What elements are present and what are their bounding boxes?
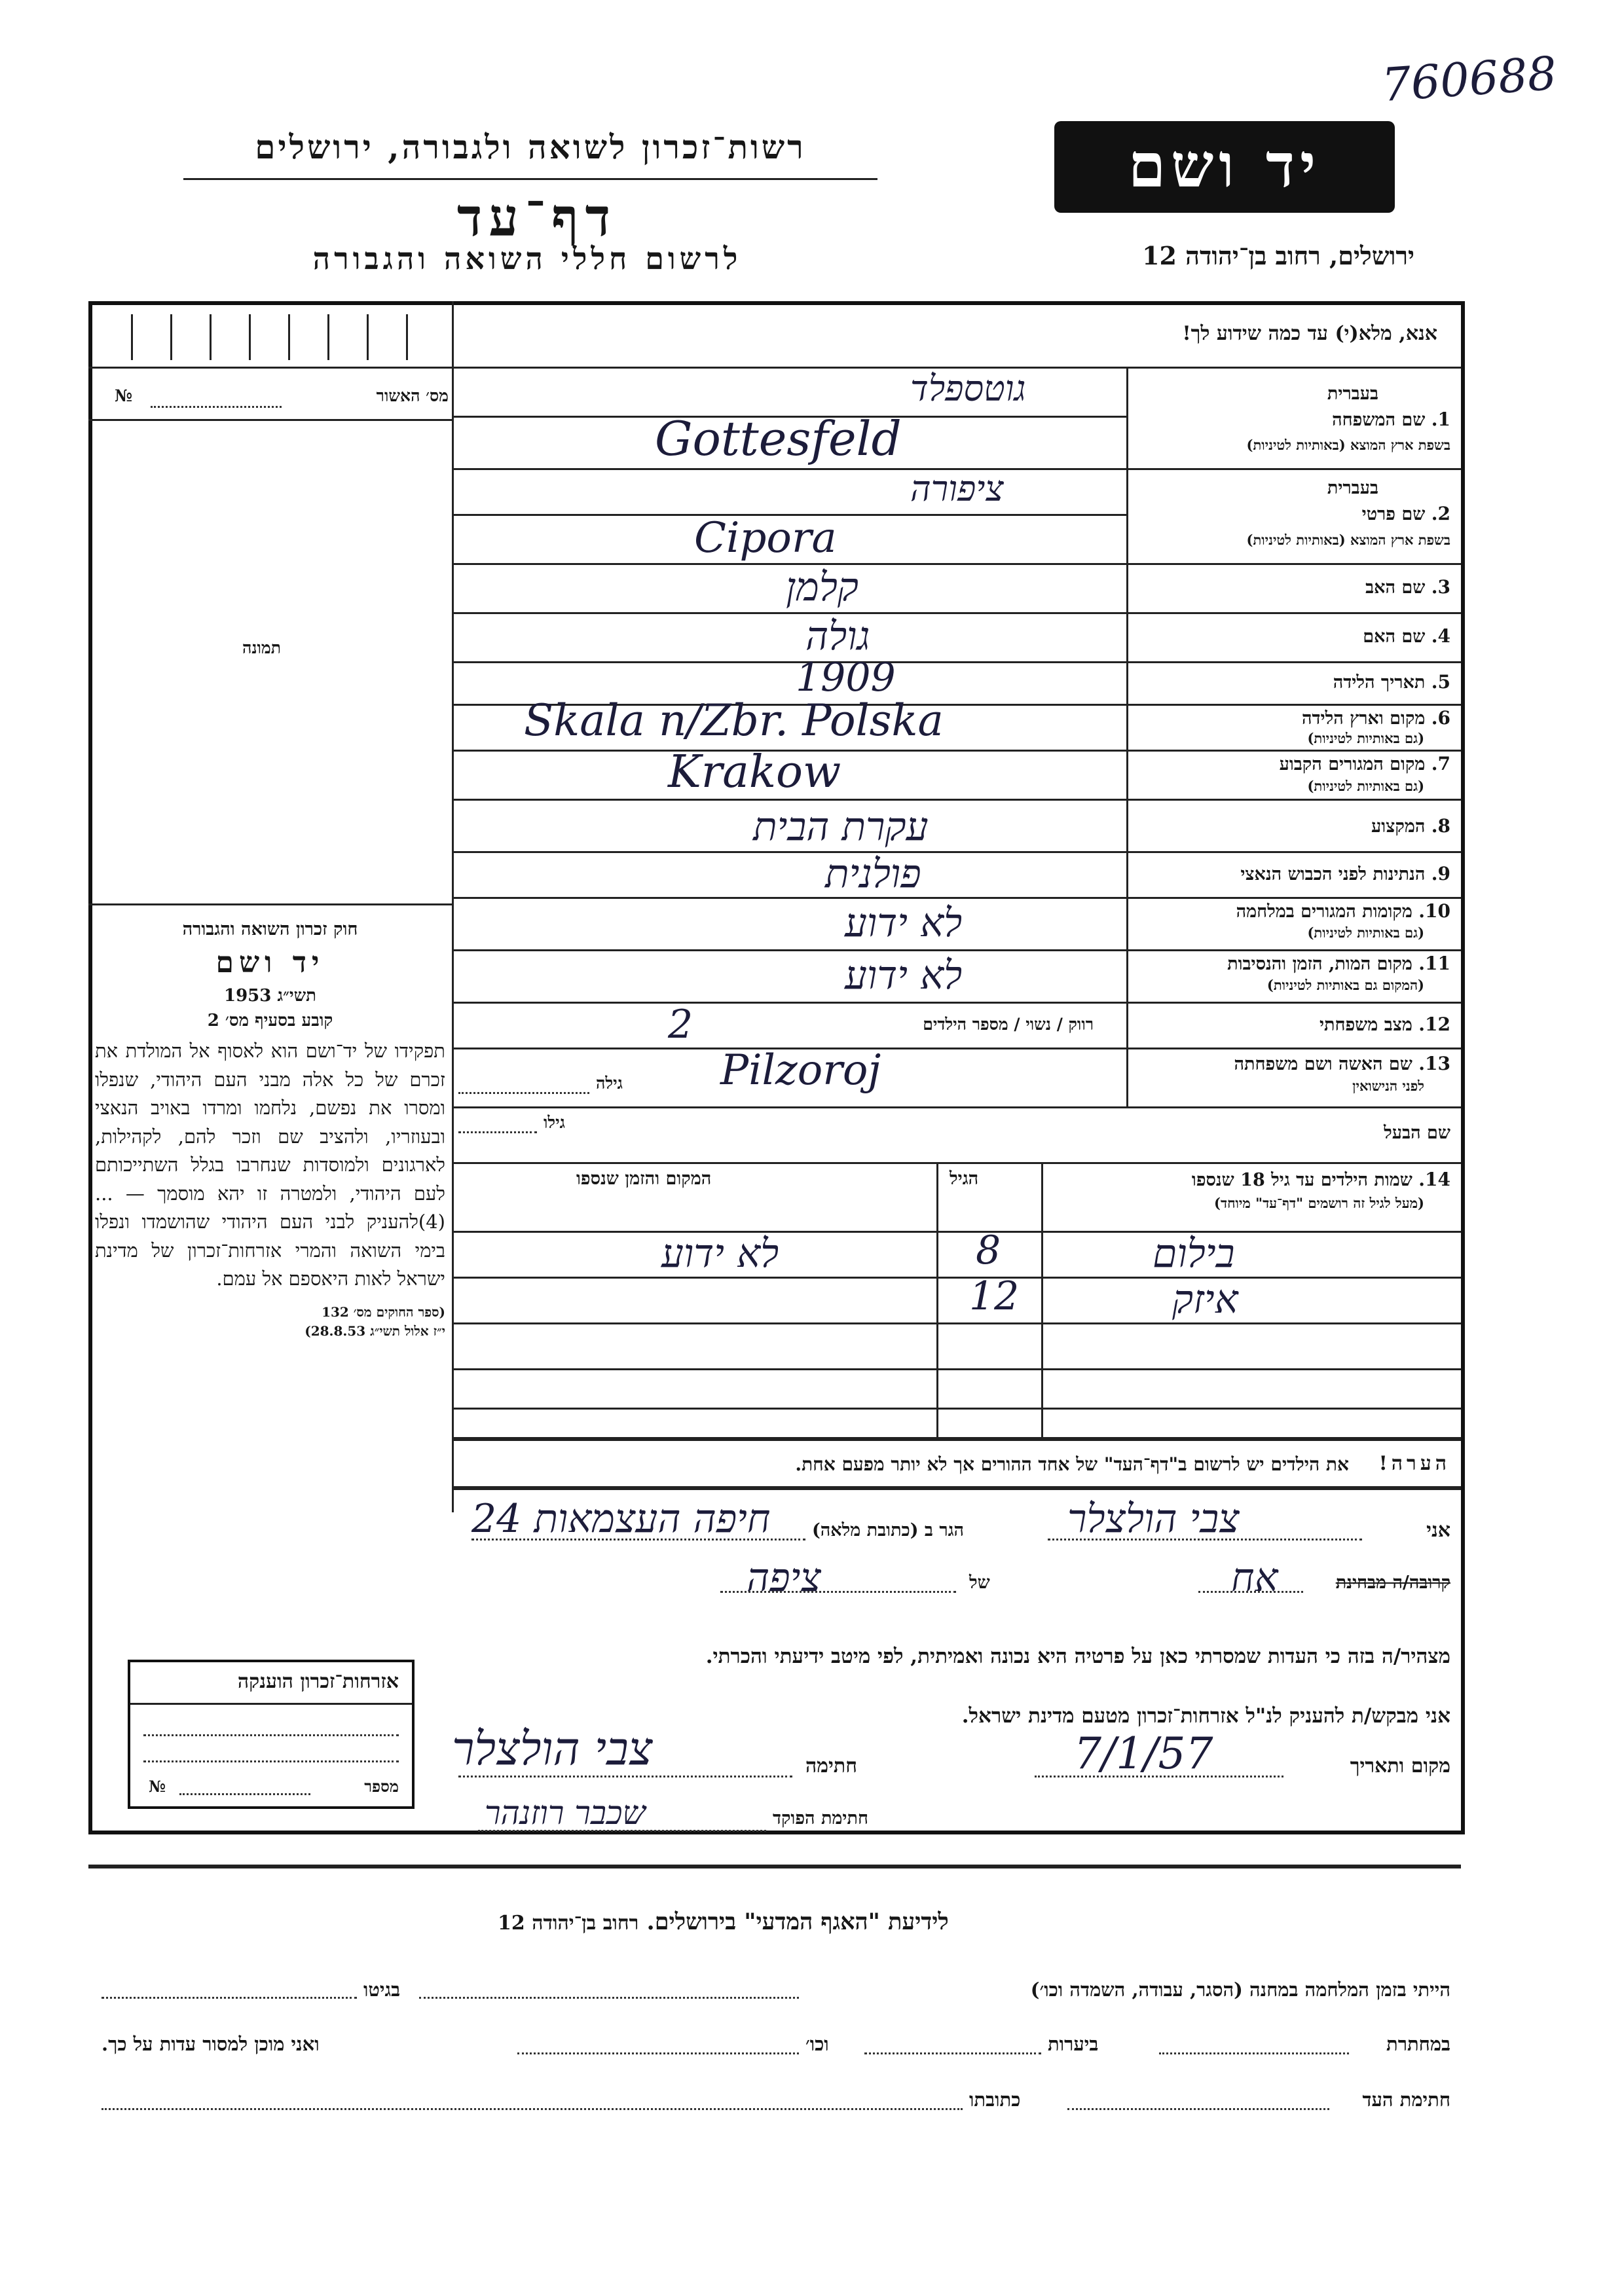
declarant-address[interactable]: חיפה העצמאות 24 <box>471 1496 771 1542</box>
footer-line2-c: וכו׳ <box>805 2033 829 2055</box>
decl-residing-label: הגר ב (כתובת מלאה) <box>812 1520 965 1540</box>
photo-bottom-rule <box>88 903 452 905</box>
declarant-signature[interactable]: צבי הולצלר <box>452 1722 653 1776</box>
field-12-label: 12. מצב משפחתי <box>1319 1013 1450 1035</box>
photo-label: תמונה <box>242 638 281 657</box>
witness-address-field[interactable] <box>101 2108 963 2110</box>
field-2-label: 2. שם פרטי <box>1361 503 1450 524</box>
decl-relation-label: קרובה/ה מבחינת <box>1335 1573 1450 1593</box>
wartime-residence[interactable]: לא ידוע <box>845 900 963 946</box>
declarant-name-line <box>1048 1539 1362 1540</box>
field-1-heb-tag: בעברית <box>1327 384 1378 404</box>
children-title: 14. שמות הילדים עד גיל 18 שנספו <box>1191 1169 1450 1190</box>
relation-line <box>1198 1591 1303 1593</box>
child-2-name[interactable]: איזק <box>1172 1277 1238 1322</box>
given-name-hebrew[interactable]: ציפורה <box>910 468 1004 509</box>
approval-no-sign: № <box>115 386 133 405</box>
law-title: חוק זכרון השואה והגבורה <box>182 919 358 939</box>
authority-underline <box>183 178 877 180</box>
authority-line: רשות־זכרון לשואה ולגבורה, ירושלים <box>255 128 806 166</box>
officer-line <box>478 1830 766 1832</box>
approval-label: מס׳ האשור <box>376 386 449 405</box>
field-1-latin-note: בשפת ארץ המוצא (באותיות לטיניות) <box>1246 437 1450 453</box>
relative-name[interactable]: ציפה <box>747 1555 821 1601</box>
children-count[interactable]: 2 <box>668 1002 693 1048</box>
nationality[interactable]: פולנית <box>825 851 921 897</box>
profession[interactable]: עקרת הבית <box>753 804 929 850</box>
header-address: ירושלים, רחוב בן־יהודה 12 <box>1142 241 1414 270</box>
field-7-note: (גם באותיות לטיניות) <box>1307 778 1424 794</box>
decl-statement: מצהיר/ה בזה כי העדות שמסרתי כאן על פרטיה היא נכונה ואמיתית, לפי מיטב ידיעתי והכרתי. <box>705 1645 1450 1668</box>
mother-name[interactable]: גולה <box>805 613 870 659</box>
note-top-rule <box>452 1437 1461 1441</box>
footer-line3-b: כתובתו <box>969 2088 1021 2111</box>
residence[interactable]: Krakow <box>668 746 841 798</box>
children-col-divider-2 <box>1041 1162 1043 1437</box>
officer-label: חתימת הפוקד <box>773 1808 868 1829</box>
law-year: תשי״ג 1953 <box>224 985 316 1006</box>
signature-line <box>458 1776 792 1777</box>
citizenship-title-rule <box>130 1703 412 1705</box>
field-3-label: 3. שם האב <box>1365 576 1450 598</box>
place-date-label: מקום ותאריך <box>1350 1755 1450 1777</box>
note-bottom-rule <box>452 1486 1461 1490</box>
field-11-note: (המקום גם באותיות לטיניות) <box>1266 977 1424 993</box>
law-name: יד ושם <box>215 946 325 980</box>
footer-title: לידיעת "האגף המדעי" בירושלים. רחוב בן־יהודה 12 <box>498 1908 949 1935</box>
footer-line2-b: ביערות <box>1048 2033 1099 2055</box>
husband-age-field[interactable] <box>458 1131 537 1133</box>
citizenship-number-label: מספר <box>364 1777 399 1796</box>
field-2-latin-note: בשפת ארץ המוצא (באותיות לטיניות) <box>1246 532 1450 548</box>
law-clause: קובע בסעיף מס׳ 2 <box>207 1010 333 1030</box>
form-title: דף־עד <box>456 187 618 248</box>
left-column-divider <box>452 301 454 1512</box>
death-place[interactable]: לא ידוע <box>845 953 963 998</box>
law-box <box>95 917 445 1506</box>
wife-age-label: גילה <box>596 1074 623 1093</box>
birth-place[interactable]: Skala n/Zbr. Polska <box>524 695 944 746</box>
form-subtitle: לרשום חללי השואה והגבורה <box>312 241 742 276</box>
citizenship-title: אזרחות־זכרון הוענקה <box>237 1670 399 1693</box>
field-6-label: 6. מקום וארץ הלידה <box>1302 707 1450 729</box>
law-ref-2: י״ז אלול תשי״ג 28.8.53) <box>304 1322 445 1339</box>
logo-text: יד ושם <box>1128 130 1321 201</box>
approval-bottom-rule <box>88 419 452 421</box>
footer-line3-a: חתימת העד <box>1362 2088 1450 2111</box>
footer-line1-b: בגיטו <box>363 1978 401 2001</box>
forests-field[interactable] <box>864 2052 1041 2054</box>
field-6-note: (גם באותיות לטיניות) <box>1307 730 1424 746</box>
wife-maiden-name[interactable]: Pilzoroj <box>720 1046 881 1095</box>
field-11-label: 11. מקום המות, הזמן והנסיבות <box>1227 953 1450 974</box>
children-col-divider-1 <box>936 1162 938 1437</box>
child-1-place[interactable]: לא ידוע <box>661 1231 779 1277</box>
declarant-name[interactable]: צבי הולצלר <box>1067 1496 1240 1542</box>
note-text: את הילדים יש לרשום ב"דף־העד" של אחד ההורים אך לא יותר מפעם אחת. <box>795 1453 1349 1475</box>
child-1-name[interactable]: בילום <box>1153 1231 1235 1277</box>
footer-line1-a: הייתי בזמן המלחמה במחנה (הסגר, עבודה, השמדה וכו׳) <box>1030 1978 1450 2001</box>
field-10-label: 10. מקומות המגורים במלחמה <box>1236 900 1450 922</box>
label-column-divider <box>1126 367 1128 1106</box>
marital-status-options: רווק / נשוי / מספר הילדים <box>923 1015 1094 1034</box>
plea-text: אנא, מלא(י) עד כמה שידוע לך! <box>1182 322 1437 345</box>
child-1-age[interactable]: 8 <box>976 1228 1001 1273</box>
children-col-age: הגיל <box>950 1169 979 1189</box>
citizenship-number-sign: № <box>149 1777 166 1796</box>
field-1-label: 1. שם המשפחה <box>1332 409 1450 430</box>
father-name[interactable]: קלמן <box>786 564 859 610</box>
footer-line2-a: במחתרת <box>1386 2033 1450 2055</box>
yad-vashem-logo <box>1054 121 1395 213</box>
wife-age-field[interactable] <box>458 1092 589 1094</box>
husband-label: שם הבעל <box>1384 1123 1450 1143</box>
ghetto-field[interactable] <box>101 1997 357 1999</box>
relative-name-line <box>720 1591 956 1593</box>
other-field[interactable] <box>517 2052 799 2054</box>
given-name-latin[interactable]: Cipora <box>694 514 837 562</box>
field-9-label: 9. הנתינות לפני הכבוש הנאצי <box>1240 863 1450 884</box>
footer-line2-d: ואני מוכן למסור עדות על כך. <box>101 2033 320 2055</box>
birth-date[interactable]: 1909 <box>796 655 896 701</box>
field-7-label: 7. מקום המגורים הקבוע <box>1279 753 1450 774</box>
date-line <box>1035 1776 1283 1777</box>
archive-number: 760688 <box>1380 46 1559 113</box>
signature-label: חתימה <box>805 1755 857 1777</box>
children-note: (מעל לגיל זה רושמים "דף־עד" מיוחד) <box>1214 1195 1424 1211</box>
citizenship-box <box>128 1660 415 1809</box>
officer-signature[interactable]: שכבר רוזנהר <box>485 1794 646 1832</box>
surname-hebrew[interactable]: גוטספלד <box>910 368 1026 409</box>
decl-i-label: אני <box>1426 1519 1450 1542</box>
field-8-label: 8. המקצוע <box>1371 815 1450 837</box>
law-ref-1: (ספר החוקים מס׳ 132 <box>322 1303 445 1320</box>
child-2-age[interactable]: 12 <box>969 1273 1020 1319</box>
field-13-label: 13. שם האשה ושם משפחתה <box>1234 1053 1450 1074</box>
underground-field[interactable] <box>1159 2052 1349 2054</box>
field-10-note: (גם באותיות לטיניות) <box>1307 924 1424 941</box>
surname-latin[interactable]: Gottesfeld <box>655 411 902 466</box>
approval-field[interactable] <box>151 406 282 408</box>
approval-top-rule <box>88 367 452 369</box>
declaration-date[interactable]: 7/1/57 <box>1074 1728 1213 1779</box>
lower-rule <box>88 1865 1461 1868</box>
field-13-note: לפני הנישואין <box>1352 1078 1424 1094</box>
husband-age-label: גילו <box>544 1113 565 1132</box>
decl-request: אני מבקש/ת להעניק לנ"ל אזרחות־זכרון מטעם מדינת ישראל. <box>961 1704 1450 1728</box>
field-2-heb-tag: בעברית <box>1327 478 1378 498</box>
relation[interactable]: אח <box>1231 1555 1278 1601</box>
citizenship-number-field[interactable] <box>179 1793 310 1795</box>
field-5-label: 5. תאריך הלידה <box>1333 671 1450 693</box>
law-body: תפקידו של יד־ושם הוא לאסוף אל המולדת את זכרם של כל אלה מבני העם היהודי, שנפלו ומסרו את נפשם, נלחמו ומרדו באויב הנאצי ובעוזריו, ולהציב שם וזכר להם, לקהילות, לארגונים ולמוסדות שנחרבו בגלל השתייכותם לעם היהודי, ולמטרה זו יהא מוסמך — ...(4)להעניק לבני העם היהודי שהושמדו ונפלו בימי השואה והמרי אזרחות־זכרון של מדינת ישראל לאות היאספם אל עמם. <box>95 1040 445 1290</box>
decl-of-label: של <box>969 1573 990 1593</box>
camp-field[interactable] <box>419 1997 799 1999</box>
field-4-label: 4. שם האם <box>1363 625 1450 647</box>
children-col-place: המקום והזמן שנספו <box>576 1169 712 1189</box>
note-label: הערה! <box>1378 1452 1450 1475</box>
witness-signature-field[interactable] <box>1067 2108 1329 2110</box>
declarant-address-line <box>471 1539 805 1540</box>
